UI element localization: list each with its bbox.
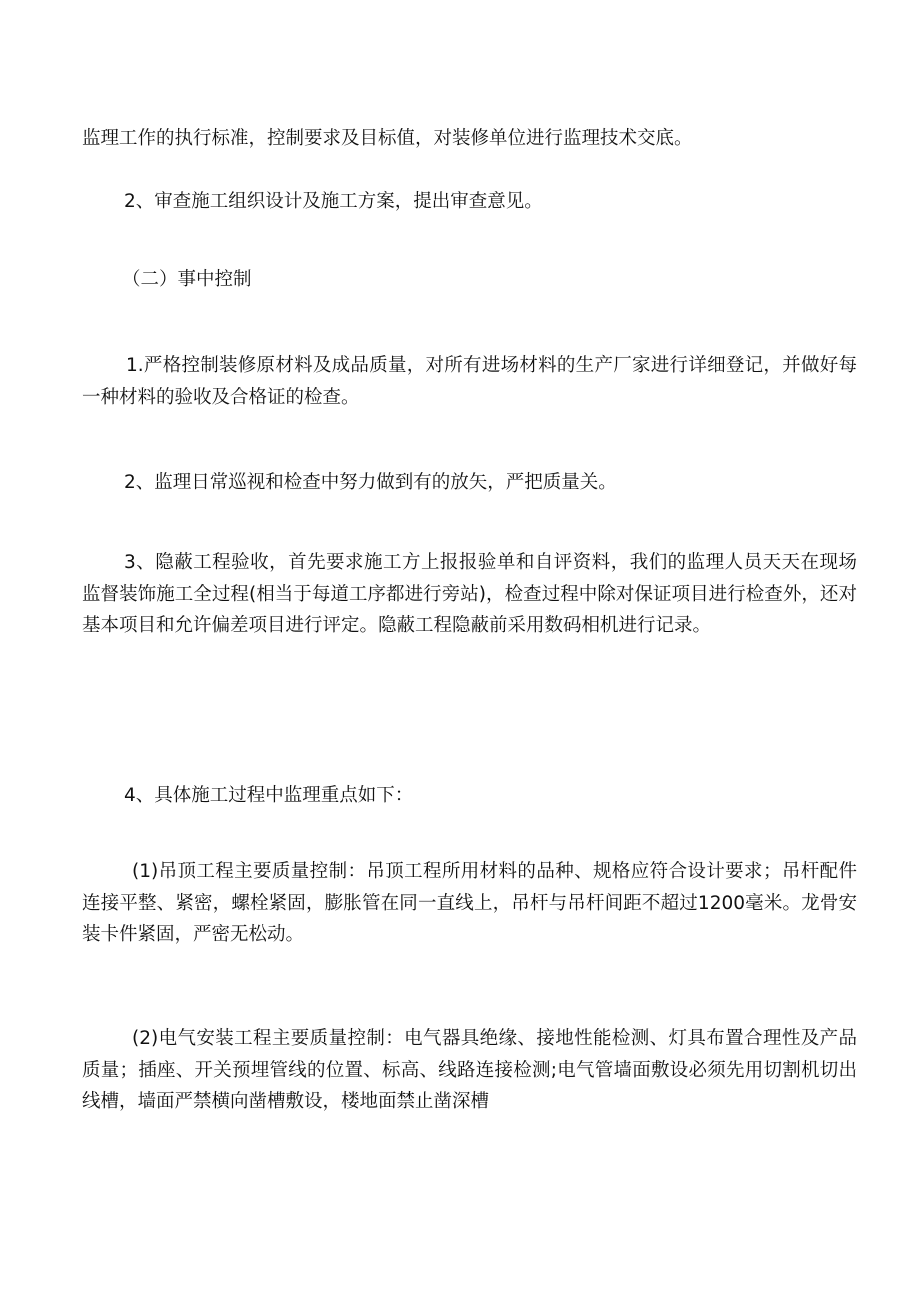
paragraph-item-2-inspection: 2、监理日常巡视和检查中努力做到有的放矢，严把质量关。 (124, 472, 617, 493)
paragraph-subitem-1-ceiling: (1)吊顶工程主要质量控制：吊顶工程所用材料的品种、规格应符合设计要求；吊杆配件连接平整、紧密，螺栓紧固，膨胀管在同一直线上，吊杆与吊杆间距不超过1200毫米。龙骨安装卡件紧固，严密无松动。 (82, 861, 857, 945)
section-heading-in-process-control: （二）事中控制 (122, 269, 252, 290)
paragraph-item-3-concealed-works: 3、隐蔽工程验收，首先要求施工方上报报验单和自评资料，我们的监理人员天天在现场监督装饰施工全过程(相当于每道工序都进行旁站)，检查过程中除对保证项目进行检查外，还对基本项目和允许偏差项目进行评定。隐蔽工程隐蔽前采用数码相机进行记录。 (82, 552, 857, 636)
paragraph-item-1-materials: 1.严格控制装修原材料及成品质量，对所有进场材料的生产厂家进行详细登记，并做好每一种材料的验收及合格证的检查。 (82, 355, 857, 408)
paragraph-item-4-key-points: 4、具体施工过程中监理重点如下： (124, 785, 414, 806)
paragraph-continuation: 监理工作的执行标准，控制要求及目标值，对装修单位进行监理技术交底。 (82, 128, 693, 149)
paragraph-subitem-2-electrical: (2)电气安装工程主要质量控制：电气器具绝缘、接地性能检测、灯具布置合理性及产品质量；插座、开关预埋管线的位置、标高、线路连接检测;电气管墙面敷设必须先用切割机切出线槽，墙面严禁横向凿槽敷设，楼地面禁止凿深槽 (82, 1028, 857, 1112)
paragraph-item-2-review: 2、审查施工组织设计及施工方案，提出审查意见。 (124, 191, 543, 212)
